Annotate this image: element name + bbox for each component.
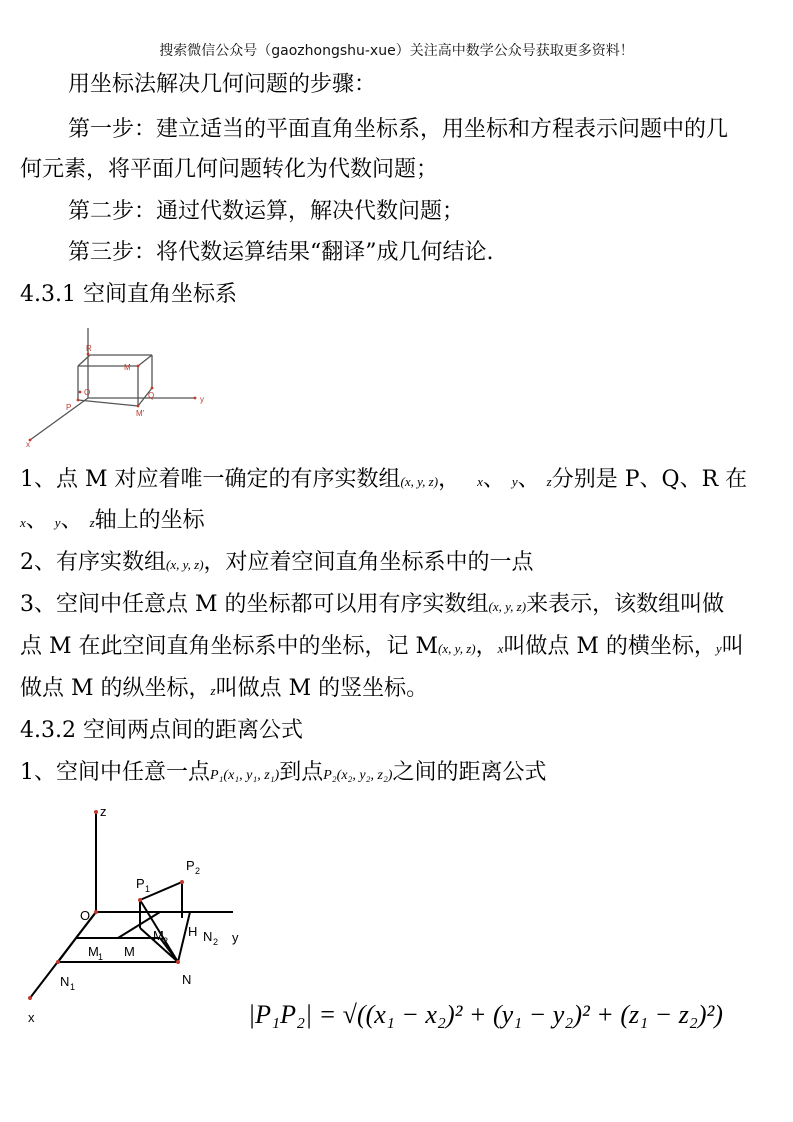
steps-title: 用坐标法解决几何问题的步骤：: [68, 72, 377, 97]
fig2-label-M1-sub: 1: [98, 952, 104, 962]
fig1-label-y: y: [200, 395, 204, 404]
fig1-label-Q: Q: [148, 391, 155, 400]
step1-line1: 第一步：建立适当的平面直角坐标系，用坐标和方程表示问题中的几: [68, 117, 729, 142]
item3-l2-math-y: y: [715, 641, 722, 656]
fig2-label-P2: P: [186, 858, 195, 873]
item3-l2-text-a: 点 M 在此空间直角坐标系中的坐标，记 M: [20, 634, 439, 659]
item1-sep2: 、: [517, 467, 540, 492]
fig1-label-Mprime: M': [136, 409, 145, 418]
item3-line1: [20, 590, 724, 622]
s2-item1-text-b: 到点: [279, 760, 324, 785]
fig2-label-M1: M: [88, 944, 99, 959]
item1-text-a: 1、点 M 对应着唯一确定的有序实数组: [20, 467, 401, 492]
fig2-label-N2-sub: 2: [213, 937, 219, 947]
fig1-label-M: M: [124, 363, 131, 372]
s2-item1-text-a: 1、空间中任意一点: [20, 760, 210, 785]
item1-sep1: 、: [482, 467, 505, 492]
item3-l2-math-x: x: [497, 641, 504, 656]
fig2-label-M: M: [124, 944, 135, 959]
item1-l2-math-x: x: [20, 515, 26, 530]
fig2-label-M2-sub: 2: [163, 936, 169, 946]
item2-math-xyz: (x, y, z): [166, 557, 204, 572]
fig2-label-y: y: [232, 930, 239, 945]
section1-title: 4.3.1 空间直角坐标系: [20, 282, 237, 307]
fig2-label-N: N: [182, 972, 192, 987]
fig2-label-N1: N: [60, 974, 70, 989]
item2-text-a: 2、有序实数组: [20, 550, 166, 575]
item2-text-b: ，对应着空间直角坐标系中的一点: [203, 550, 534, 575]
item3-l3-math-z: z: [210, 683, 216, 698]
item1-line1: [20, 465, 747, 497]
step1-line2: 何元素，将平面几何问题转化为代数问题；: [20, 157, 439, 182]
section2-item1: [20, 758, 547, 791]
item3-l2-text-c: 叫做点 M 的横坐标，: [503, 634, 716, 659]
item3-l2-comma: ，: [475, 634, 498, 659]
fig2-label-P1-sub: 1: [145, 884, 151, 894]
s2-item1-text-c: 之间的距离公式: [392, 760, 547, 785]
item3-math-xyz: (x, y, z): [488, 599, 527, 614]
figure-coordinate-box: [20, 318, 220, 448]
figure-distance: [18, 800, 278, 1030]
fig2-label-N2: N: [203, 929, 213, 944]
item3-line2: [20, 632, 744, 664]
item1-comma: ，: [438, 467, 461, 492]
item1-math-z: z: [546, 474, 552, 489]
item1-l2-sep1: 、: [25, 508, 48, 533]
fig2-label-N1-sub: 1: [70, 982, 76, 992]
item3-l2-text-d: 叫: [721, 634, 744, 659]
distance-formula: |P₁P₂| = √((x₁ − x₂)² + (y₁ − y₂)² + (z₁ − z₂)²): [248, 1000, 723, 1029]
fig2-label-z: z: [100, 804, 107, 819]
item1-line2: [20, 506, 205, 538]
fig2-label-x: x: [28, 1010, 35, 1025]
item1-math-xyz: (x, y, z): [400, 474, 439, 489]
step3: 第三步：将代数运算结果“翻译”成几何结论.: [68, 240, 494, 265]
section2-title: 4.3.2 空间两点间的距离公式: [20, 718, 303, 743]
item1-l2-sep2: 、: [60, 508, 83, 533]
item1-l2-text: 轴上的坐标: [94, 508, 205, 533]
fig1-label-R: R: [86, 344, 92, 353]
fig2-label-H: H: [188, 924, 198, 939]
fig2-label-P1: P: [136, 876, 145, 891]
fig2-label-P2-sub: 2: [195, 866, 201, 876]
s2-item1-math-p2: P₂(x₂, y₂, z₂): [323, 768, 393, 783]
fig1-label-x: x: [26, 440, 30, 448]
item1-l2-math-y: y: [54, 515, 61, 530]
fig1-label-O: O: [84, 388, 91, 397]
item3-line3: [20, 674, 428, 706]
item3-l3-text-a: 做点 M 的纵坐标，: [20, 676, 211, 701]
page-header-promo: 搜索微信公众号（gaozhongshu-xue）关注高中数学公众号获取更多资料！: [159, 43, 634, 59]
item1-text-c: 分别是 P、Q、R 在: [551, 467, 748, 492]
item3-text-b: 来表示，该数组叫做: [526, 592, 725, 617]
item1-math-x: x: [477, 474, 483, 489]
item3-l2-math-xyz: (x, y, z): [438, 641, 476, 656]
item1-l2-math-z: z: [89, 515, 95, 530]
fig1-label-P: P: [66, 403, 72, 412]
fig2-label-O: O: [80, 908, 91, 923]
item2-line: [20, 548, 534, 580]
step2: 第二步：通过代数运算，解决代数问题；: [68, 199, 465, 224]
item3-text-a: 3、空间中任意点 M 的坐标都可以用有序实数组: [20, 592, 489, 617]
fig2-label-M2: M: [153, 928, 164, 943]
item1-math-y: y: [511, 474, 518, 489]
item3-l3-text-b: 叫做点 M 的竖坐标。: [215, 676, 429, 701]
s2-item1-math-p1: P₁(x₁, y₁, z₁): [210, 768, 280, 783]
